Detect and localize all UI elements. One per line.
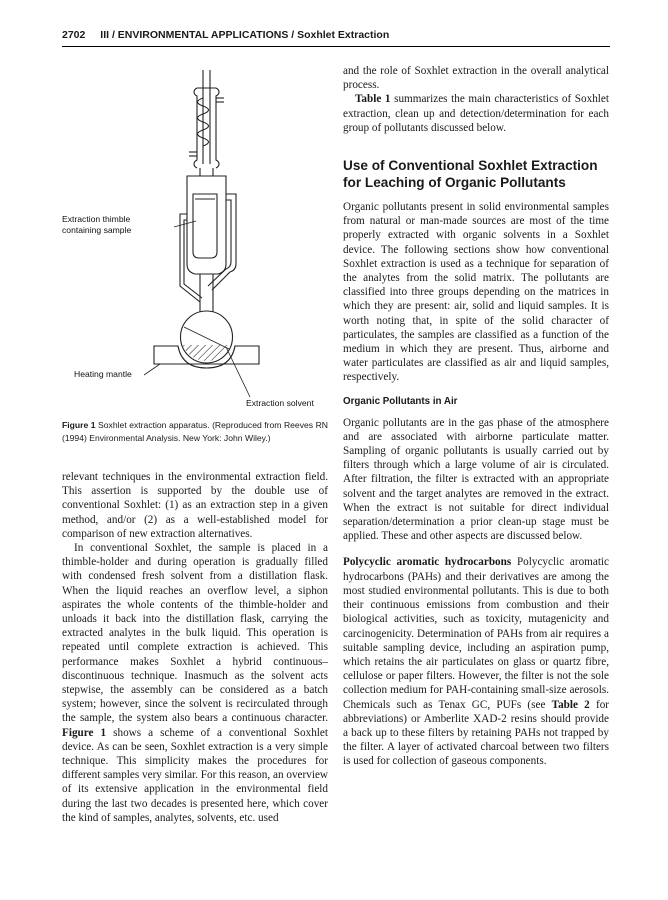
- right-paragraph-2: Table 1 summarizes the main characteristics of Soxhlet extraction, clean up and detection/determination for each group of pollutants discussed below.: [343, 93, 609, 134]
- figure-reference: Figure 1: [62, 726, 107, 739]
- table-reference: Table 1: [355, 93, 391, 106]
- left-column: [62, 64, 328, 825]
- figure-caption: [62, 419, 328, 444]
- subsection-heading: Organic Pollutants in Air: [343, 395, 458, 407]
- right-paragraph-4: Organic pollutants are in the gas phase of the atmosphere and are associated with airborne particulate matter. Sampling of organic pollutants is usually carried out by filters through which a large volume of air is circulated. After filtration, the filter is extracted with an appropriate solvent and the target analytes are removed in the extract. When the extract is not suitable for direct individual separation/determination a prior clean-up stage must be applied. These and other aspects are discussed below.: [343, 416, 609, 543]
- running-header: [62, 29, 610, 47]
- label-heating-mantle: Heating mantle: [74, 369, 132, 379]
- label-extraction-thimble: Extraction thimble containing sample: [62, 214, 132, 235]
- page-number: 2702: [62, 29, 86, 41]
- section-title: III / ENVIRONMENTAL APPLICATIONS / Soxhlet Extraction: [100, 29, 390, 41]
- table-2-reference: Table 2: [551, 698, 590, 711]
- figure-1: [62, 64, 328, 408]
- section-heading: Use of Conventional Soxhlet Extraction for Leaching of Organic Pollutants: [343, 158, 598, 191]
- right-paragraph-1: and the role of Soxhlet extraction in the overall analytical process.: [343, 65, 609, 92]
- left-paragraph-1: relevant techniques in the environmental extraction field. This assertion is supported by the double use of conventional Soxhlet: (1) as an extraction step in a given method, and/or (2) as a well-established model for comparison of new extraction alternatives.: [62, 471, 328, 540]
- right-paragraph-5: Polycyclic aromatic hydrocarbons Polycyclic aromatic hydrocarbons (PAHs) and their derivatives are among the most studied environmental pollutants. This is due to both their continuous emissions from combustion and their biological activities, such as toxicity, mutagenicity and carcinogenicity. Determination of PAHs from air requires a suitable sampling device, including an aspiration pump, which retains the air particulates on glass or quartz fibre, cellulose or paper filters. However, the filter is not the sole collection medium for PAH-containing small-size aerosols. Chemicals such as Tenax GC, PUFs (see Table 2 for abbreviations) or Amberlite XAD-2 resins should provide a back up to these filters by retaining PAHs not trapped by the filter. A layer of activated charcoal between two filters is used for collection of gaseous components.: [343, 556, 610, 768]
- right-paragraph-3: Organic pollutants present in solid environmental samples from natural or man-made sources are most of the time properly extracted with organic solvents in a Soxhlet device. The following sections show how conventional Soxhlet extraction is used as a technique for separation of the analytes from the solid matrix. The pollutants are classified into three groups depending on the matrices in which they are present: air, solid and liquid samples. It is worth noting that, in spite of the solid character of particulates, the samples are classified as a function of the medium in which they are present. Thus, airborne and water particulates are classified as air and liquid samples, respectively.: [343, 201, 609, 384]
- figure-caption-label: Figure 1: [62, 420, 96, 430]
- label-extraction-solvent: Extraction solvent: [246, 398, 314, 408]
- left-paragraph-2: In conventional Soxhlet, the sample is placed in a thimble-holder and during operation is gradually filled with condensed fresh solvent from a distillation flask. When the liquid reaches an overflow level, a siphon aspirates the whole contents of the thimble-holder and unloads it back into the distillation flask, carrying the extracted analytes in the bulk liquid. This operation is repeated until complete extraction is achieved. This performance makes Soxhlet a hybrid continuous–discontinuous technique. Inasmuch as the solvent acts stepwise, the assembly can be considered as a batch system; however, since the solvent is recirculated through the sample, the system also bears a continuous character. Figure 1 shows a scheme of a conventional Soxhlet device. As can be seen, Soxhlet extraction is a very simple technique. This simplicity makes the procedures for different samples very similar. For this reason, an overview of its extensive application in the environmental field during the last two decades is presented here, which cover the kind of samples, analytes, solvents, etc. used: [62, 542, 328, 824]
- figure-caption-text: Soxhlet extraction apparatus. (Reproduced from Reeves RN (1994) Environmental Analysis. New York: John Wiley.): [62, 420, 328, 443]
- right-column: [343, 64, 609, 769]
- runin-heading: Polycyclic aromatic hydrocarbons: [343, 556, 512, 569]
